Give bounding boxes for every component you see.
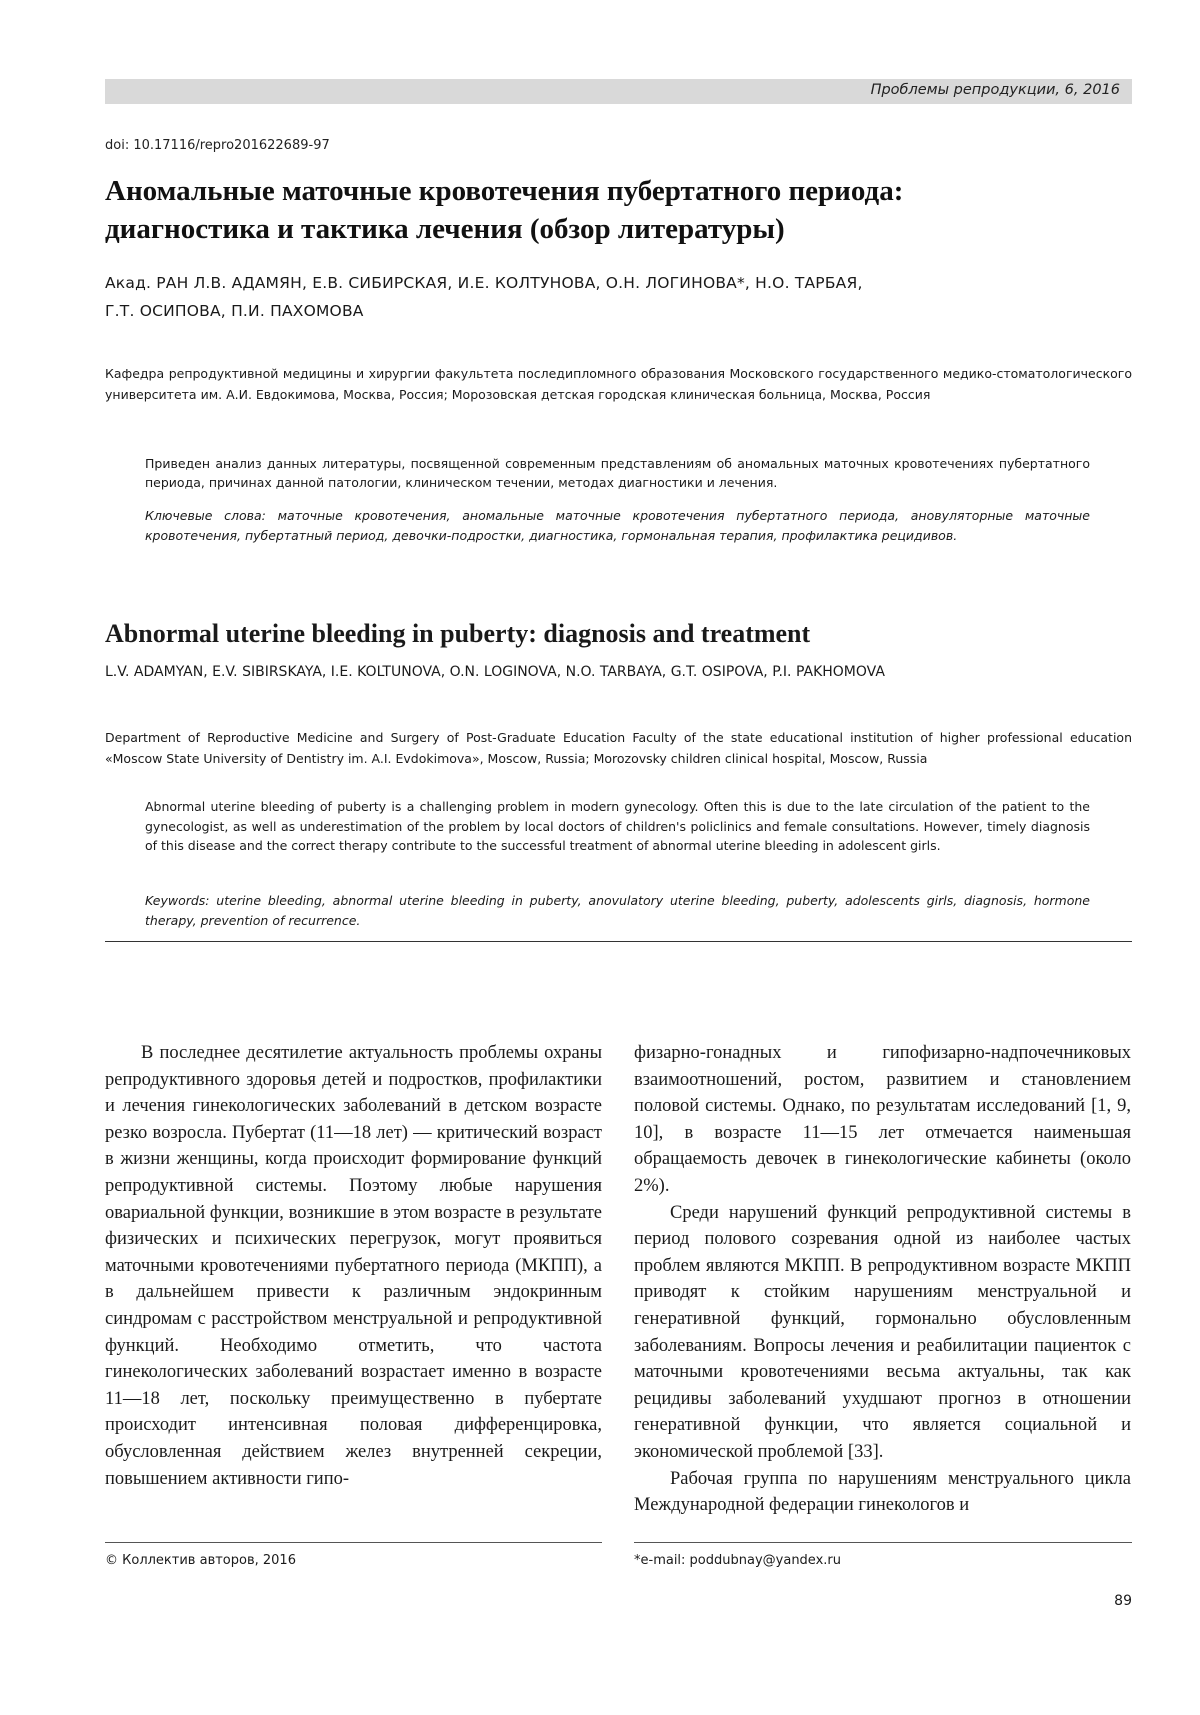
journal-header-bar (105, 79, 1132, 104)
copyright-footnote: © Коллектив авторов, 2016 (105, 1553, 296, 1568)
affiliation-ru: Кафедра репродуктивной медицины и хирургии факультета последипломного образования Московского государственного медико-стоматологического университета им. А.И. Евдокимова, Москва, Россия; Морозовская детская городская клиническая больница, Москва, Россия (105, 366, 1132, 402)
keywords-en: Keywords: uterine bleeding, abnormal uterine bleeding in puberty, anovulatory uterine bleeding, puberty, adolescents girls, diagnosis, hormone therapy, prevention of recurrence. (145, 893, 1090, 928)
body-paragraph: В последнее десятилетие актуальность проблемы охраны репродуктивного здоровья детей и подростков, профилактики и лечения гинекологических заболеваний в детском возрасте резко возросла. Пубертат (11—18 лет) — критический возраст в жизни женщины, когда происходит формирование функций репродуктивной системы. Поэтому любые нарушения овариальной функции, возникшие в этом возрасте в результате физических и психических перегрузок, могут проявиться маточными кровотечениями пубертатного периода (МКПП), а в дальнейшем привести к различным эндокринным синдромам с расстройством менструальной и репродуктивной функций. Необходимо отметить, что частота гинекологических заболеваний возрастает именно в возрасте 11—18 лет, поскольку преимущественно в пубертате происходит интенсивная половая дифференцировка, обусловленная действием желез внутренней секреции, повышением активности гипо- (105, 1043, 602, 1489)
body-column-left (105, 1040, 602, 1492)
article-title-ru (105, 172, 1125, 248)
body-paragraph: физарно-гонадных и гипофизарно-надпочечниковых взаимоотношений, ростом, развитием и становлением половой системы. Однако, по результатам исследований [1, 9, 10], в возрасте 11—15 лет отмечается наименьшая обращаемость девочек в гинекологические кабинеты (около 2%). (634, 1043, 1131, 1196)
article-title-ru-line1: Аномальные маточные кровотечения пубертатного периода: (105, 175, 904, 207)
authors-ru-line2: Г.Т. ОСИПОВА, П.И. ПАХОМОВА (105, 302, 364, 320)
footnote-divider-left (105, 1542, 602, 1543)
journal-title: Проблемы репродукции, 6, 2016 (870, 82, 1120, 98)
email-footnote[interactable]: *e-mail: poddubnay@yandex.ru (634, 1553, 841, 1568)
authors-ru-line1: Акад. РАН Л.В. АДАМЯН, Е.В. СИБИРСКАЯ, И.Е. КОЛТУНОВА, О.Н. ЛОГИНОВА*, Н.О. ТАРБАЯ, (105, 274, 863, 292)
doi[interactable]: doi: 10.17116/repro201622689-97 (105, 138, 330, 153)
affiliation-en: Department of Reproductive Medicine and Surgery of Post-Graduate Education Faculty of the state educational institution of higher professional education «Moscow State University of Dentistry im. A.I. Evdokimova», Moscow, Russia; Morozovsky children clinical hospital, Moscow, Russia (105, 730, 1132, 766)
footnote-divider-right (634, 1542, 1132, 1543)
section-divider (105, 941, 1132, 942)
body-paragraph: Рабочая группа по нарушениям менструального цикла Международной федерации гинекологов и (634, 1468, 1131, 1516)
abstract-en: Abnormal uterine bleeding of puberty is a challenging problem in modern gynecology. Often this is due to the late circulation of the patient to the gynecologist, as well as underestimation of the problem by local doctors of children's policlinics and female consultations. However, timely diagnosis of this disease and the correct therapy contribute to the successful treatment of abnormal uterine bleeding in adolescent girls. (145, 799, 1090, 853)
keywords-ru: Ключевые слова: маточные кровотечения, аномальные маточные кровотечения пубертатного периода, ановуляторные маточные кровотечения, пубертатный период, девочки-подростки, диагностика, гормональная терапия, профилактика рецидивов. (145, 508, 1090, 543)
authors-en: L.V. ADAMYAN, E.V. SIBIRSKAYA, I.E. KOLTUNOVA, O.N. LOGINOVA, N.O. TARBAYA, G.T. OSIPOVA, P.I. PAKHOMOVA (105, 664, 885, 680)
authors-ru (105, 269, 1125, 325)
article-title-en: Abnormal uterine bleeding in puberty: diagnosis and treatment (105, 619, 811, 648)
abstract-ru: Приведен анализ данных литературы, посвященной современным представлениям об аномальных маточных кровотечениях пубертатного периода, причинах данной патологии, клиническом течении, методах диагностики и лечения. (145, 456, 1090, 490)
article-title-ru-line2: диагностика и тактика лечения (обзор литературы) (105, 213, 785, 245)
page-number: 89 (1114, 1593, 1132, 1609)
body-column-right (634, 1040, 1131, 1519)
body-paragraph: Среди нарушений функций репродуктивной системы в период полового созревания одной из наиболее частых проблем являются МКПП. В репродуктивном возрасте МКПП приводят к стойким нарушениям менструальной и генеративной функций, гормонально обусловленным заболеваниям. Вопросы лечения и реабилитации пациенток с маточными кровотечениями весьма актуальны, так как рецидивы заболеваний ухудшают прогноз в отношении генеративной функции, что является социальной и экономической проблемой [33]. (634, 1202, 1131, 1462)
